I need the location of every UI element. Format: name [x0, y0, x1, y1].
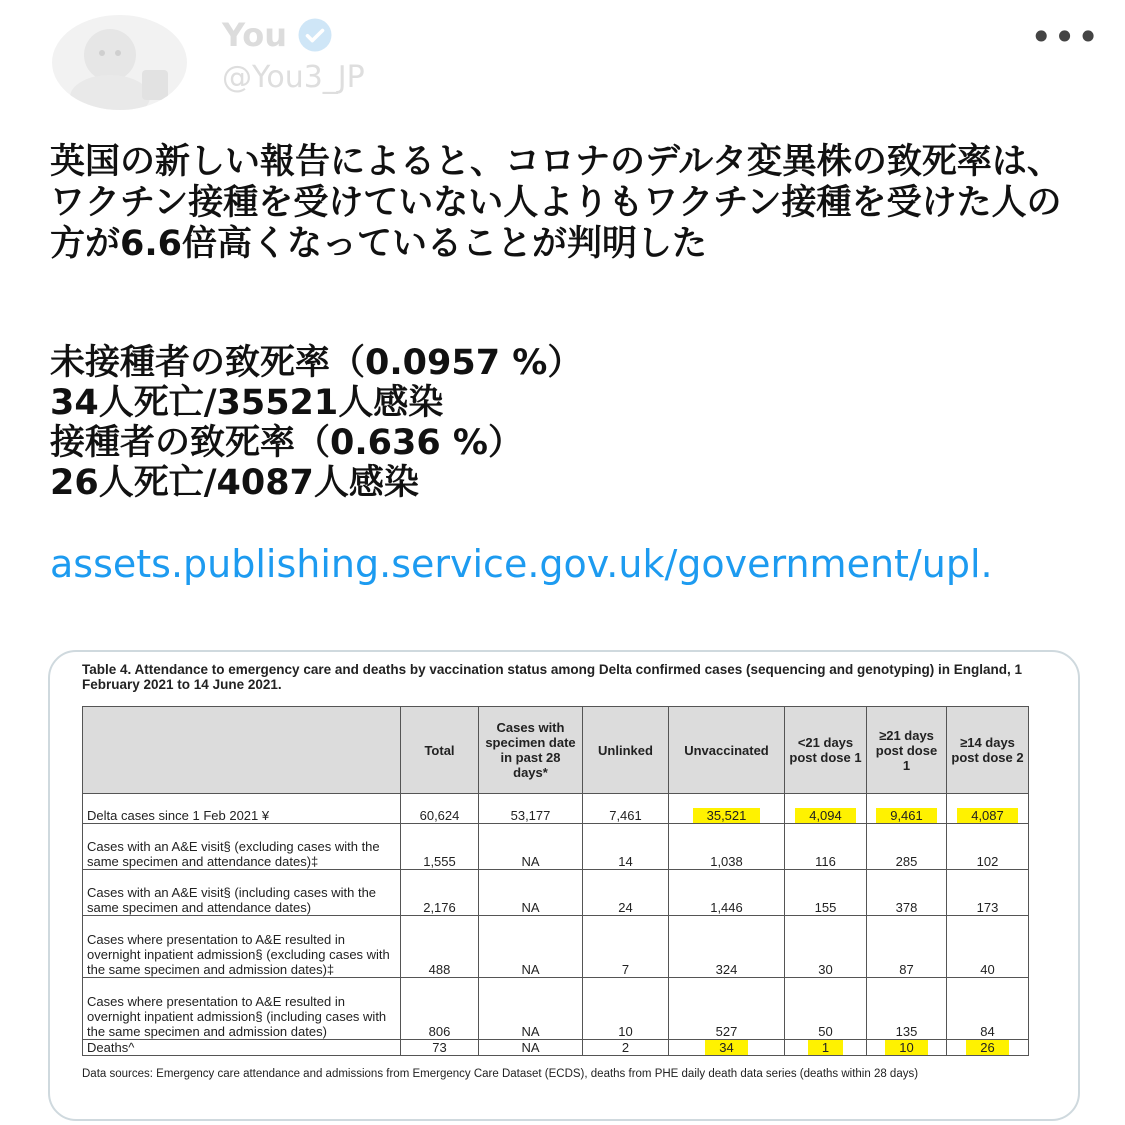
table-cell: 84: [947, 978, 1029, 1040]
table-cell: [669, 1040, 785, 1056]
table-cell: 7,461: [583, 794, 669, 824]
row-label: Cases with an A&E visit§ (including cases with the same specimen and attendance dates): [83, 870, 401, 916]
stat-line: 34人死亡/35521人感染: [50, 383, 444, 423]
table-cell: NA: [479, 824, 583, 870]
table-cell: 324: [669, 916, 785, 978]
display-name-text: You: [222, 16, 287, 54]
table-cell: 806: [401, 978, 479, 1040]
column-header: ≥21 days post dose 1: [867, 707, 947, 794]
row-label: Cases with an A&E visit§ (excluding cases with the same specimen and attendance dates)‡: [83, 824, 401, 870]
highlighted-value: 4,094: [795, 808, 856, 823]
table-title: Table 4. Attendance to emergency care and deaths by vaccination status among Delta confirmed cases (sequencing and genotyping) in England, 1 February 2021 to 14 June 2021.: [82, 662, 1022, 692]
table-cell: 50: [785, 978, 867, 1040]
verified-badge-icon: [297, 17, 333, 53]
document-screenshot: [82, 662, 1042, 1080]
row-label: Cases where presentation to A&E resulted in overnight inpatient admission§ (including cases with the same specimen and admission dates): [83, 978, 401, 1040]
table-cell: NA: [479, 978, 583, 1040]
table-cell: 73: [401, 1040, 479, 1056]
column-header: Cases with specimen date in past 28 days*: [479, 707, 583, 794]
table-cell: 53,177: [479, 794, 583, 824]
stat-line: 未接種者の致死率（0.0957 %）: [50, 343, 583, 383]
table-cell: NA: [479, 916, 583, 978]
more-options-icon[interactable]: •••: [1030, 15, 1101, 59]
table-cell: 1,038: [669, 824, 785, 870]
tweet-stats: [50, 343, 582, 503]
table-cell: [947, 794, 1029, 824]
highlighted-value: 35,521: [693, 808, 761, 823]
table-cell: [669, 794, 785, 824]
column-header: <21 days post dose 1: [785, 707, 867, 794]
table-cell: 285: [867, 824, 947, 870]
row-label: Cases where presentation to A&E resulted in overnight inpatient admission§ (excluding cases with the same specimen and admission dates)‡: [83, 916, 401, 978]
table-cell: 116: [785, 824, 867, 870]
table-cell: 155: [785, 870, 867, 916]
table-cell: 378: [867, 870, 947, 916]
table-cell: 173: [947, 870, 1029, 916]
avatar-image: [52, 15, 187, 110]
table-footnote: Data sources: Emergency care attendance and admissions from Emergency Care Dataset (ECDS), deaths from PHE daily death data series (deaths within 28 days): [82, 1068, 919, 1080]
highlighted-value: 34: [705, 1040, 747, 1055]
table-cell: 7: [583, 916, 669, 978]
stat-line: 26人死亡/4087人感染: [50, 463, 419, 503]
highlighted-value: 9,461: [876, 808, 937, 823]
table-cell: [785, 794, 867, 824]
avatar[interactable]: [52, 15, 187, 110]
table-cell: 14: [583, 824, 669, 870]
display-name[interactable]: [222, 16, 333, 54]
table-cell: 40: [947, 916, 1029, 978]
table-cell: 60,624: [401, 794, 479, 824]
table-row: [83, 916, 1029, 978]
highlighted-value: 4,087: [957, 808, 1018, 823]
table-row: [83, 1040, 1029, 1056]
table-cell: 135: [867, 978, 947, 1040]
column-header: Unlinked: [583, 707, 669, 794]
table-row: [83, 794, 1029, 824]
table-cell: 1,446: [669, 870, 785, 916]
table-cell: [947, 1040, 1029, 1056]
table-cell: NA: [479, 1040, 583, 1056]
highlighted-value: 1: [808, 1040, 843, 1055]
row-label: Deaths^: [83, 1040, 401, 1056]
table-cell: [785, 1040, 867, 1056]
table-cell: 10: [583, 978, 669, 1040]
column-header: ≥14 days post dose 2: [947, 707, 1029, 794]
table-cell: [867, 794, 947, 824]
highlighted-value: 26: [966, 1040, 1008, 1055]
table-cell: 87: [867, 916, 947, 978]
tweet-link[interactable]: assets.publishing.service.gov.uk/government/upl.: [50, 542, 993, 586]
table-cell: 488: [401, 916, 479, 978]
row-label: Delta cases since 1 Feb 2021 ¥: [83, 794, 401, 824]
table-row: [83, 978, 1029, 1040]
table-cell: [867, 1040, 947, 1056]
table-cell: 24: [583, 870, 669, 916]
table-cell: NA: [479, 870, 583, 916]
highlighted-value: 10: [885, 1040, 927, 1055]
user-handle[interactable]: @You3_JP: [222, 60, 365, 95]
vaccination-table: [82, 706, 1029, 1056]
table-cell: 30: [785, 916, 867, 978]
column-header: [83, 707, 401, 794]
table-row: [83, 824, 1029, 870]
table-row: [83, 870, 1029, 916]
table-header-row: [83, 707, 1029, 794]
tweet-text: 英国の新しい報告によると、コロナのデルタ変異株の致死率は、ワクチン接種を受けていない人よりもワクチン接種を受けた人の方が6.6倍高くなっていることが判明した: [50, 142, 1062, 264]
column-header: Unvaccinated: [669, 707, 785, 794]
table-cell: 1,555: [401, 824, 479, 870]
table-cell: 527: [669, 978, 785, 1040]
table-cell: 102: [947, 824, 1029, 870]
table-cell: 2: [583, 1040, 669, 1056]
table-cell: 2,176: [401, 870, 479, 916]
stat-line: 接種者の致死率（0.636 %）: [50, 423, 523, 463]
column-header: Total: [401, 707, 479, 794]
